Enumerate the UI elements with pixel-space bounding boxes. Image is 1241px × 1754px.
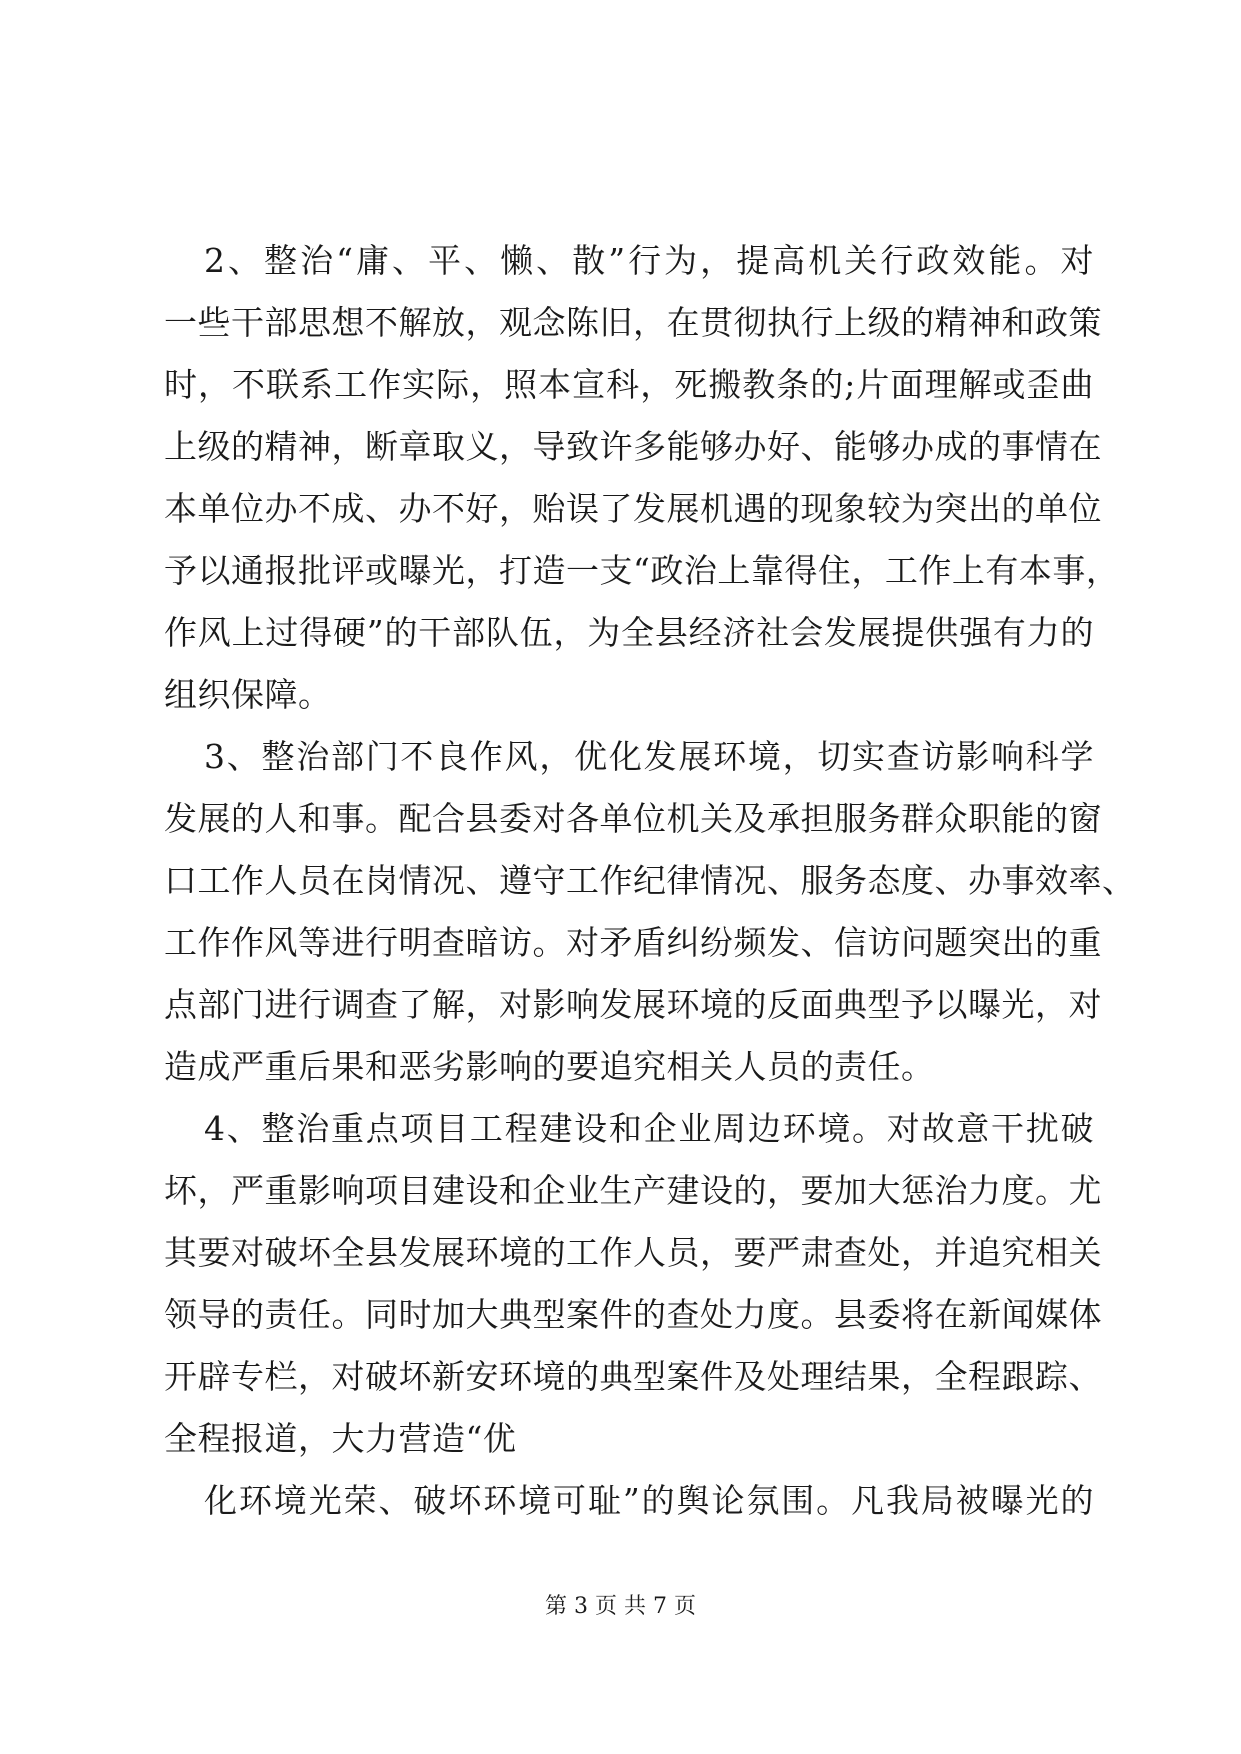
text-line: 坏，严重影响项目建设和企业生产建设的，要加大惩治力度。尤 bbox=[164, 1171, 1102, 1210]
text-line: 一些干部思想不解放，观念陈旧，在贯彻执行上级的精神和政策 bbox=[164, 303, 1102, 342]
paragraph-4 bbox=[164, 1098, 1102, 1470]
text-line: 口工作人员在岗情况、遵守工作纪律情况、服务态度、办事效率、 bbox=[164, 861, 1136, 900]
text-line: 组织保障。 bbox=[164, 675, 332, 714]
text-line: 领导的责任。同时加大典型案件的查处力度。县委将在新闻媒体 bbox=[164, 1295, 1102, 1334]
text-line: 作风上过得硬”的干部队伍，为全县经济社会发展提供强有力的 bbox=[164, 613, 1094, 652]
paragraph-3 bbox=[164, 726, 1136, 1098]
text-line: 2、整治“庸、平、懒、散”行为，提高机关行政效能。对 bbox=[204, 241, 1094, 280]
text-line: 3、整治部门不良作风，优化发展环境，切实查访影响科学 bbox=[204, 737, 1094, 776]
text-line: 予以通报批评或曝光，打造一支“政治上靠得住，工作上有本事， bbox=[164, 551, 1120, 590]
text-line: 本单位办不成、办不好，贻误了发展机遇的现象较为突出的单位 bbox=[164, 489, 1102, 528]
paragraph-2 bbox=[164, 230, 1120, 726]
text-line: 4、整治重点项目工程建设和企业周边环境。对故意干扰破 bbox=[204, 1109, 1094, 1148]
text-line: 其要对破坏全县发展环境的工作人员，要严肃查处，并追究相关 bbox=[164, 1233, 1102, 1272]
text-line: 点部门进行调查了解，对影响发展环境的反面典型予以曝光，对 bbox=[164, 985, 1102, 1024]
text-line: 时，不联系工作实际，照本宣科，死搬教条的;片面理解或歪曲 bbox=[164, 365, 1094, 404]
text-line: 上级的精神，断章取义，导致许多能够办好、能够办成的事情在 bbox=[164, 427, 1102, 466]
text-line: 化环境光荣、破坏环境可耻”的舆论氛围。凡我局被曝光的 bbox=[204, 1481, 1094, 1520]
paragraph-continuation bbox=[164, 1470, 1094, 1532]
document-body bbox=[164, 230, 1136, 1532]
page-number-footer: 第 3 页 共 7 页 bbox=[545, 1594, 696, 1619]
text-line: 造成严重后果和恶劣影响的要追究相关人员的责任。 bbox=[164, 1047, 935, 1086]
text-line: 发展的人和事。配合县委对各单位机关及承担服务群众职能的窗 bbox=[164, 799, 1102, 838]
text-line: 工作作风等进行明查暗访。对矛盾纠纷频发、信访问题突出的重 bbox=[164, 923, 1102, 962]
text-line: 开辟专栏，对破坏新安环境的典型案件及处理结果，全程跟踪、 bbox=[164, 1357, 1102, 1396]
text-line: 全程报道，大力营造“优 bbox=[164, 1419, 517, 1458]
